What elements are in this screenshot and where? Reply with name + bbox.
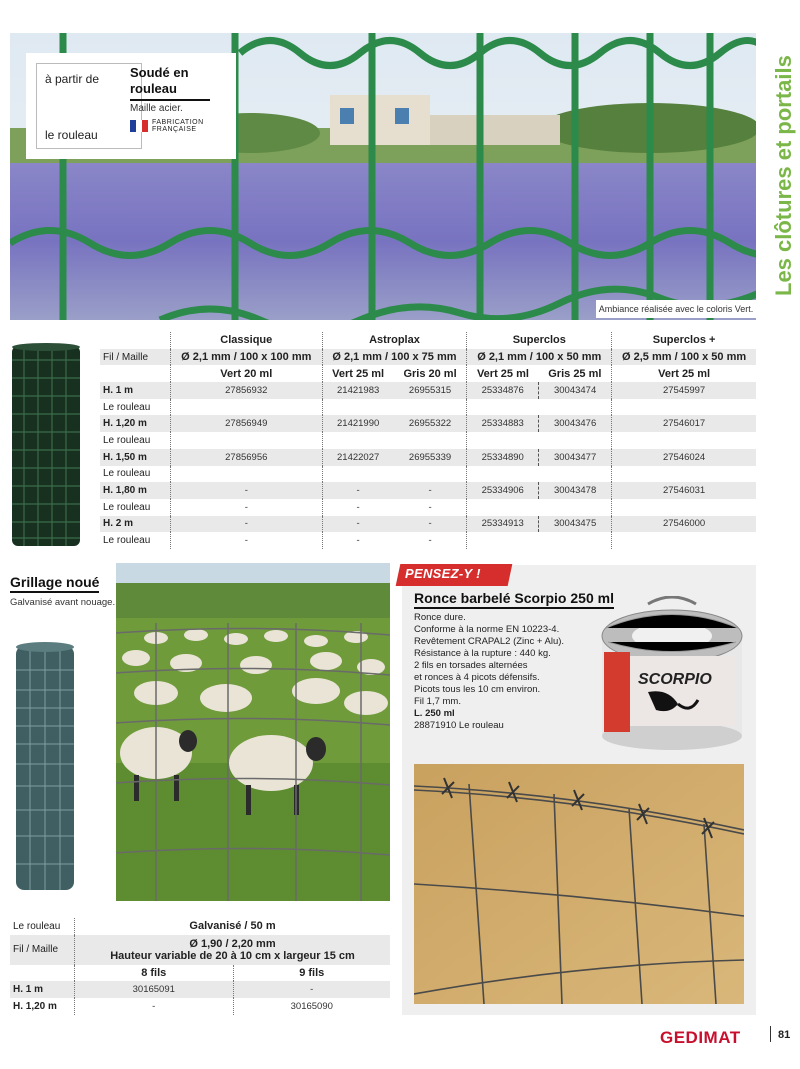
group-header: Superclos xyxy=(467,332,612,349)
color-header: Vert 25 ml xyxy=(322,365,394,382)
table-row: H. 2 m - - - 25334913 30043475 27546000 xyxy=(100,516,756,533)
svg-text:GEDIMAT: GEDIMAT xyxy=(660,1028,741,1047)
spec-cell: Ø 2,1 mm / 100 x 100 mm xyxy=(171,349,323,366)
table-row: H. 1,50 m 27856956 21422027 26955339 25334890 30043477 27546024 xyxy=(100,449,756,466)
spec-cell: Ø 2,5 mm / 100 x 50 mm xyxy=(612,349,756,366)
page-number: 81 xyxy=(778,1029,791,1041)
product-subtitle: Maille acier. xyxy=(130,103,183,114)
pensez-y-label: PENSEZ-Y ! xyxy=(405,566,481,581)
table-row: Le rouleau - - - xyxy=(100,499,756,516)
table-row: Le rouleau xyxy=(100,466,756,483)
spec-cell: Ø 2,1 mm / 100 x 50 mm xyxy=(467,349,612,366)
color-header: Vert 25 ml xyxy=(467,365,539,382)
col-header: 8 fils xyxy=(75,965,234,982)
section-title xyxy=(768,30,798,298)
col-header: 9 fils xyxy=(233,965,390,982)
scorpio-roll-image xyxy=(598,596,744,752)
barbed-wire-image xyxy=(414,764,744,1004)
grillage-roll-image xyxy=(14,640,76,895)
french-flag-icon xyxy=(130,120,148,132)
table-row: H. 1,20 m - 30165090 xyxy=(10,998,390,1015)
gedimat-logo xyxy=(660,1023,750,1049)
spec-cell: Ø 1,90 / 2,20 mm Hauteur variable de 20 à 10 cm x largeur 15 cm xyxy=(75,935,391,965)
sheep-field-image xyxy=(116,563,390,901)
table-row: H. 1 m 27856932 21421983 26955315 25334876 30043474 27545997 xyxy=(100,382,756,399)
grillage-title: Grillage noué xyxy=(10,574,99,593)
table-row: H. 1,80 m - - - 25334906 30043478 27546031 xyxy=(100,482,756,499)
grillage-subtitle: Galvanisé avant nouage. xyxy=(10,597,116,608)
group-header: Classique xyxy=(171,332,323,349)
table-header: Galvanisé / 50 m xyxy=(75,918,391,935)
table-row: Le rouleau xyxy=(100,399,756,416)
row-label: Fil / Maille xyxy=(13,944,59,956)
grillage-reference-table xyxy=(10,918,390,1015)
ronce-length: L. 250 ml xyxy=(414,708,455,719)
color-header: Vert 25 ml xyxy=(612,365,756,382)
ronce-title: Ronce barbelé Scorpio 250 ml xyxy=(414,590,614,609)
color-header: Vert 20 ml xyxy=(171,365,323,382)
soude-reference-table xyxy=(100,332,756,549)
table-row: Le rouleau - - - xyxy=(100,532,756,549)
table-row: H. 1,20 m 27856949 21421990 26955322 25334883 30043476 27546017 xyxy=(100,415,756,432)
price-from-label: à partir de xyxy=(45,72,100,86)
table-row: Le rouleau xyxy=(100,432,756,449)
price-promo-box xyxy=(26,53,236,159)
row-label: Fil / Maille xyxy=(103,351,149,363)
row-label: Le rouleau xyxy=(13,920,61,932)
svg-text:Les clôtures et portails: Les clôtures et portails xyxy=(771,55,796,296)
color-header: Gris 25 ml xyxy=(548,367,602,380)
group-header: Astroplax xyxy=(322,332,467,349)
price-frame xyxy=(36,63,142,149)
fabrication-francaise-label: FABRICATION FRANÇAISE xyxy=(152,119,204,133)
scorpio-brand-text: SCORPIO xyxy=(638,671,712,688)
soude-roll-image xyxy=(10,342,82,550)
spec-cell: Ø 2,1 mm / 100 x 75 mm xyxy=(322,349,467,366)
color-header: Gris 20 ml xyxy=(403,367,457,380)
group-header: Superclos + xyxy=(612,332,756,349)
page-separator xyxy=(770,1026,771,1042)
ronce-description: Ronce dure. Conforme à la norme EN 10223-4. Revêtement CRAPAL2 (Zinc + Alu). Résistance à la rupture : 440 kg. 2 fils en torsades alternées et ronces à 4 picots défensifs. Picots tous les 10 cm environ. Fil 1,7 mm. L. 250 ml 28871910 Le rouleau xyxy=(414,612,565,731)
table-row: H. 1 m 30165091 - xyxy=(10,981,390,998)
ronce-reference: 28871910 Le rouleau xyxy=(414,720,504,731)
image-caption: Ambiance réalisée avec le coloris Vert. xyxy=(596,300,756,318)
price-unit-label: le rouleau xyxy=(45,128,98,142)
product-title: Soudé en rouleau xyxy=(130,65,210,101)
